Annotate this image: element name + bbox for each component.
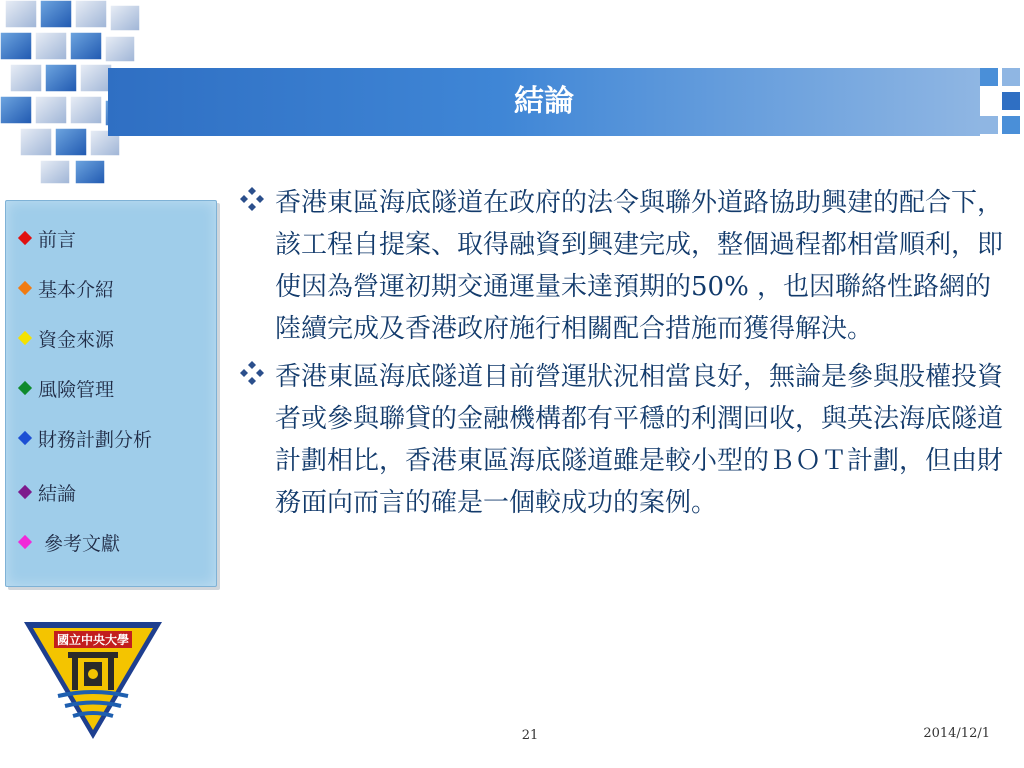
nav-item-label: 風險管理	[38, 379, 115, 401]
nav-item-label: 資金來源	[38, 329, 115, 351]
nav-item-introduction[interactable]	[20, 275, 114, 305]
slide-content	[235, 182, 1005, 524]
bullet-text: 香港東區海底隧道目前營運狀況相當良好，無論是參與股權投資者或參與聯貸的金融機構都有平穩的利潤回收，與英法海底隧道計劃相比，香港東區海底隧道雖是較小型的ＢＯＴ計劃，但由財務面向而言的確是一個較成功的案例。	[275, 362, 1004, 518]
nav-item-label: 基本介紹	[38, 279, 115, 301]
page-number: 21	[521, 728, 539, 743]
four-diamond-bullet-icon	[239, 360, 265, 386]
four-diamond-bullet-icon	[239, 186, 265, 212]
section-nav-panel	[5, 200, 217, 587]
nav-item-label: 參考文獻	[38, 533, 121, 555]
nav-item-funding[interactable]	[20, 325, 114, 355]
svg-text:國立中央大學: 國立中央大學	[56, 633, 130, 647]
nav-item-label: 結論	[38, 483, 77, 505]
diamond-bullet-icon	[18, 535, 32, 549]
slide-date: 2014/12/1	[923, 726, 990, 741]
content-bullet	[235, 182, 1005, 350]
nav-item-risk-management[interactable]	[20, 375, 114, 405]
diamond-bullet-icon	[18, 281, 32, 295]
bullet-text: 香港東區海底隧道在政府的法令與聯外道路協助興建的配合下，該工程自提案、取得融資到興建完成，整個過程都相當順利，即使因為營運初期交通運量未達預期的50% ，也因聯絡性路網的陸續完成及香港政府施行相關配合措施而獲得解決。	[275, 188, 1004, 344]
nav-item-label: 財務計劃分析	[38, 429, 153, 451]
nav-item-conclusion[interactable]	[20, 479, 76, 509]
diamond-bullet-icon	[18, 381, 32, 395]
nav-item-references[interactable]	[20, 529, 120, 559]
diamond-bullet-icon	[18, 485, 32, 499]
corner-squares-decoration	[980, 68, 1024, 138]
nav-item-label: 前言	[38, 229, 77, 251]
diamond-bullet-icon	[18, 231, 32, 245]
content-bullet	[235, 356, 1005, 524]
nav-item-financial-analysis[interactable]	[20, 425, 152, 455]
diamond-bullet-icon	[18, 331, 32, 345]
nav-item-preface[interactable]	[20, 225, 76, 255]
university-emblem-icon	[20, 618, 166, 743]
slide-title: 結論	[514, 84, 574, 119]
diamond-bullet-icon	[18, 431, 32, 445]
